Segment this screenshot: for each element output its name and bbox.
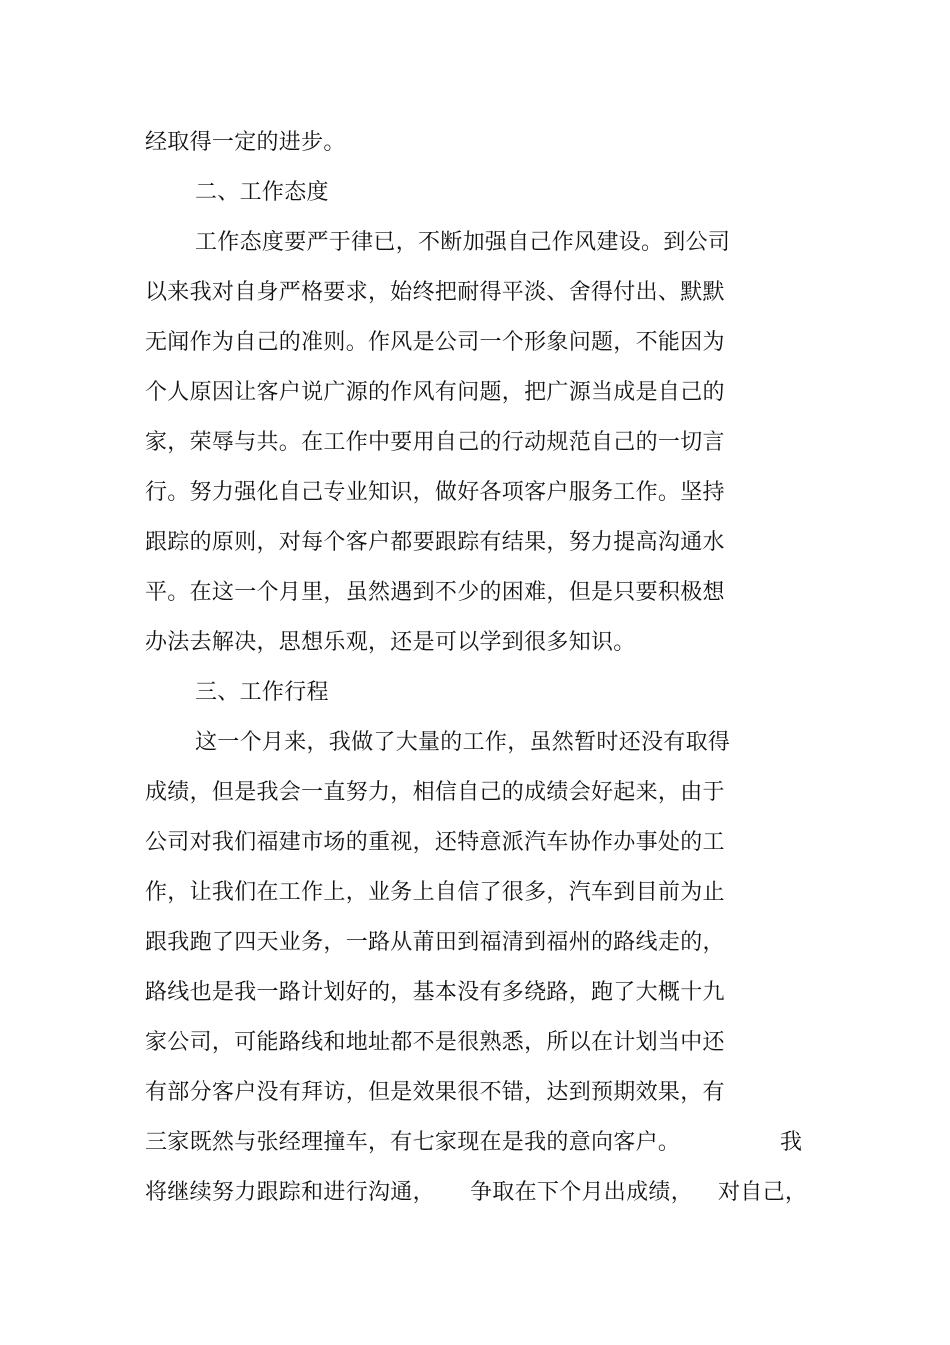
text-segment: 我 bbox=[780, 1130, 803, 1155]
text-line: 经取得一定的进步。 bbox=[145, 130, 346, 155]
text-line: 家公司，可能路线和地址都不是很熟悉，所以在计划当中还 bbox=[145, 1030, 725, 1055]
text-line: 成绩，但是我会一直努力，相信自己的成绩会好起来，由于 bbox=[145, 780, 725, 805]
section-heading-work-schedule: 三、工作行程 bbox=[195, 680, 329, 705]
text-line: 无闻作为自己的准则。作风是公司一个形象问题，不能因为 bbox=[145, 330, 725, 355]
text-line: 公司对我们福建市场的重视，还特意派汽车协作办事处的工 bbox=[145, 830, 725, 855]
text-segment: 将继续努力跟踪和进行沟通， bbox=[145, 1180, 435, 1205]
text-line: 以来我对自身严格要求，始终把耐得平淡、舍得付出、默默 bbox=[145, 280, 725, 305]
text-segment: 对自己， bbox=[718, 1180, 808, 1205]
text-segment: 三家既然与张经理撞车，有七家现在是我的意向客户。 bbox=[145, 1130, 681, 1155]
section-heading-work-attitude: 二、工作态度 bbox=[195, 180, 329, 205]
text-line: 工作态度要严于律已，不断加强自己作风建设。到公司 bbox=[195, 230, 731, 255]
text-line: 个人原因让客户说广源的作风有问题，把广源当成是自己的 bbox=[145, 380, 725, 405]
text-line: 作，让我们在工作上，业务上自信了很多，汽车到目前为止 bbox=[145, 880, 725, 905]
text-segment: 争取在下个月出成绩， bbox=[470, 1180, 694, 1205]
text-line-justified bbox=[145, 1128, 805, 1158]
text-line: 办法去解决，思想乐观，还是可以学到很多知识。 bbox=[145, 630, 636, 655]
text-line: 平。在这一个月里，虽然遇到不少的困难，但是只要积极想 bbox=[145, 580, 725, 605]
text-line: 行。努力强化自己专业知识，做好各项客户服务工作。坚持 bbox=[145, 480, 725, 505]
text-line: 有部分客户没有拜访，但是效果很不错，达到预期效果，有 bbox=[145, 1080, 725, 1105]
text-line: 路线也是我一路计划好的，基本没有多绕路，跑了大概十九 bbox=[145, 980, 725, 1005]
text-line-justified bbox=[145, 1178, 808, 1208]
text-line: 家，荣辱与共。在工作中要用自己的行动规范自己的一切言 bbox=[145, 430, 725, 455]
text-line: 跟我跑了四天业务，一路从莆田到福清到福州的路线走的， bbox=[145, 930, 725, 955]
text-line: 这一个月来，我做了大量的工作，虽然暂时还没有取得 bbox=[195, 730, 731, 755]
text-line: 跟踪的原则，对每个客户都要跟踪有结果，努力提高沟通水 bbox=[145, 530, 725, 555]
